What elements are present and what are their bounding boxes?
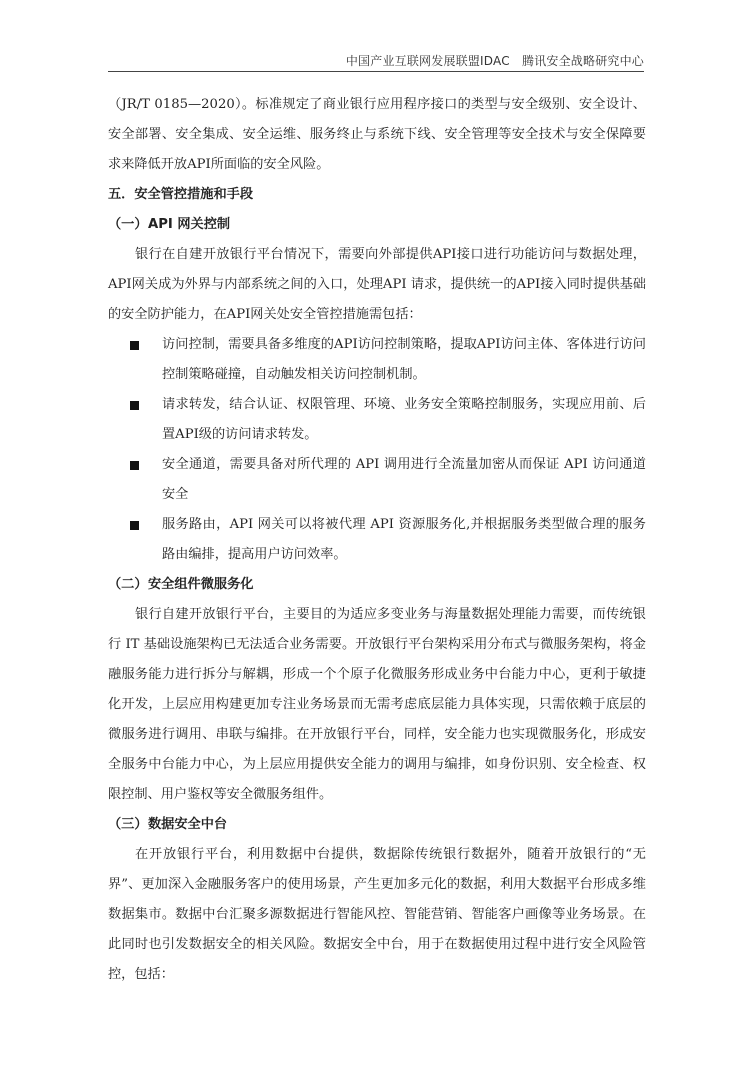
subsection-3-number: （三） xyxy=(108,817,148,832)
list-item xyxy=(108,510,646,570)
square-bullet-icon xyxy=(130,521,139,530)
subsection-3-title: 数据安全中台 xyxy=(148,817,228,832)
subsection-2-paragraph: 银行自建开放银行平台，主要目的为适应多变业务与海量数据处理能力需要，而传统银行 IT 基础设施架构已无法适合业务需要。开放银行平台架构采用分布式与微服务架构，将金融服务能力进行拆分与解耦，形成一个个原子化微服务形成业务中台能力中心，更利于敏捷化开发，上层应用构建更加专注业务场景而无需考虑底层能力具体实现，只需依赖于底层的微服务进行调用、串联与编排。在开放银行平台，同样，安全能力也实现微服务化，形成安全服务中台能力中心，为上层应用提供安全能力的调用与编排，如身份识别、安全检查、权限控制、用户鉴权等安全微服务组件。 xyxy=(108,607,646,802)
subsection-3-heading xyxy=(108,810,646,840)
list-item xyxy=(108,330,646,390)
page-content xyxy=(108,90,646,990)
api-gateway-bullet-list xyxy=(108,330,646,570)
subsection-1-title: API 网关控制 xyxy=(148,217,231,232)
subsection-1-heading xyxy=(108,210,646,240)
subsection-2-heading xyxy=(108,570,646,600)
square-bullet-icon xyxy=(130,401,139,410)
subsection-2-number: （二） xyxy=(108,577,148,592)
subsection-1-number: （一） xyxy=(108,217,148,232)
subsection-1-paragraph: 银行在自建开放银行平台情况下，需要向外部提供API接口进行功能访问与数据处理，API网关成为外界与内部系统之间的入口，处理API 请求，提供统一的API接入同时提供基础的安全防护能力，在API网关处安全管控措施需包括： xyxy=(108,247,646,322)
list-item-text: 访问控制，需要具备多维度的API访问控制策略，提取API访问主体、客体进行访问控制策略碰撞，自动触发相关访问控制机制。 xyxy=(162,337,646,382)
list-item xyxy=(108,390,646,450)
list-item-text: 安全通道，需要具备对所代理的 API 调用进行全流量加密从而保证 API 访问通道安全 xyxy=(162,457,646,502)
page-header: 中国产业互联网发展联盟IDAC 腾讯安全战略研究中心 xyxy=(345,54,644,68)
square-bullet-icon xyxy=(130,341,139,350)
square-bullet-icon xyxy=(130,461,139,470)
subsection-2-title: 安全组件微服务化 xyxy=(148,577,254,592)
intro-paragraph: （JR/T 0185—2020）。标准规定了商业银行应用程序接口的类型与安全级别、安全设计、安全部署、安全集成、安全运维、服务终止与系统下线、安全管理等安全技术与安全保障要求来降低开放API所面临的安全风险。 xyxy=(108,97,646,172)
list-item-text: 请求转发，结合认证、权限管理、环境、业务安全策略控制服务，实现应用前、后置API级的访问请求转发。 xyxy=(162,397,646,442)
list-item-text: 服务路由，API 网关可以将被代理 API 资源服务化,并根据服务类型做合理的服务路由编排，提高用户访问效率。 xyxy=(162,517,646,562)
header-divider xyxy=(108,71,644,72)
section-5-heading: 五．安全管控措施和手段 xyxy=(108,187,254,202)
subsection-3-paragraph: 在开放银行平台，利用数据中台提供，数据除传统银行数据外，随着开放银行的“无界”、更加深入金融服务客户的使用场景，产生更加多元化的数据，利用大数据平台形成多维数据集市。数据中台汇聚多源数据进行智能风控、智能营销、智能客户画像等业务场景。在此同时也引发数据安全的相关风险。数据安全中台，用于在数据使用过程中进行安全风险管控，包括： xyxy=(108,847,646,982)
list-item xyxy=(108,450,646,510)
